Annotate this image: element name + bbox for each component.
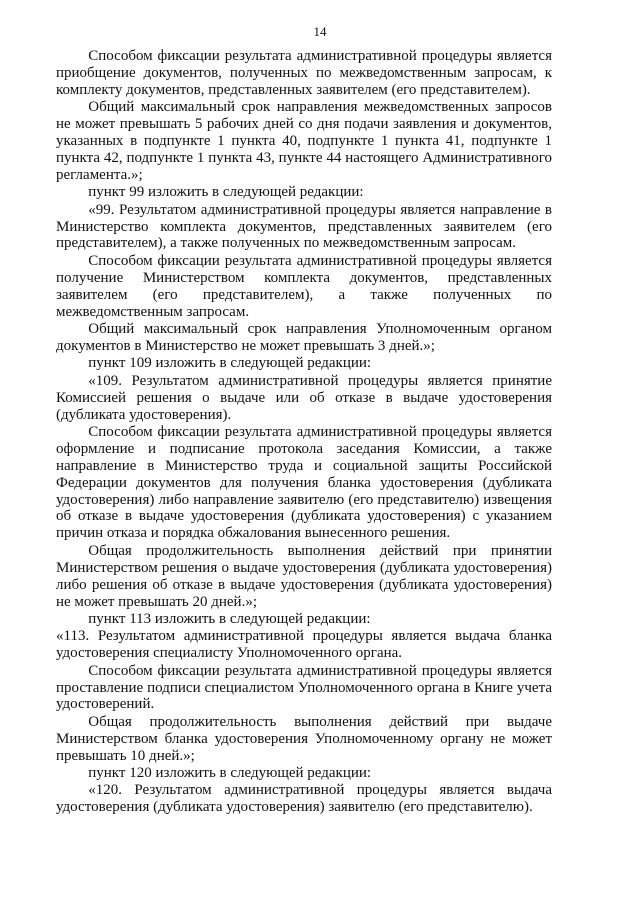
paragraph: Способом фиксации результата административной процедуры является проставление подписи специалистом Уполномоченного органа в Книге учета удостоверений.	[56, 662, 552, 713]
paragraph: пункт 99 изложить в следующей редакции:	[88, 184, 364, 201]
paragraph: «109. Результатом административной процедуры является принятие Комиссией решения о выдаче или об отказе в выдаче удостоверения (дубликата удостоверения).	[56, 372, 552, 423]
paragraph: пункт 109 изложить в следующей редакции:	[88, 355, 372, 372]
page-number: 14	[313, 24, 327, 39]
paragraph: Общий максимальный срок направления межведомственных запросов не может превышать 5 рабочих дней со дня подачи заявления и документов, указанных в подпункте 1 пункта 40, подпункте 1 пункта 41, подпункте 1 пункта 42, подпункте 1 пункта 43, пункте 44 настоящего Административного регламента.»;	[56, 99, 552, 183]
paragraph: пункт 120 изложить в следующей редакции:	[88, 765, 372, 782]
paragraph: Способом фиксации результата административной процедуры является приобщение документов, полученных по межведомственным запросам, к комплекту документов, представленных заявителем (его представителем).	[56, 48, 552, 98]
paragraph: «113. Результатом административной процедуры является выдача бланка удостоверения специалисту Уполномоченного органа.	[56, 628, 552, 662]
document-body	[56, 48, 552, 817]
paragraph: Способом фиксации результата административной процедуры является оформление и подписание протокола заседания Комиссии, а также направление в Министерство труда и социальной защиты Российской Федерации документов для получения бланка удостоверения (дубликата удостоверения) либо направление заявителю (его представителю) извещения об отказе в выдаче удостоверения (дубликата удостоверения) с указанием причин отказа и порядка обжалования вынесенного решения.	[56, 423, 552, 542]
paragraph: Способом фиксации результата административной процедуры является получение Министерством комплекта документов, представленных заявителем (его представителем), а также полученных по межведомственным запросам.	[56, 252, 552, 320]
paragraph: «120. Результатом административной процедуры является выдача удостоверения (дубликата удостоверения) заявителю (его представителю).	[56, 782, 552, 816]
paragraph: Общий максимальный срок направления Уполномоченным органом документов в Министерство не может превышать 3 дней.»;	[56, 321, 552, 354]
paragraph: Общая продолжительность выполнения действий при принятии Министерством решения о выдаче удостоверения (дубликата удостоверения) либо решения об отказе в выдаче удостоверения (дубликата удостоверения) не может превышать 20 дней.»;	[56, 542, 552, 610]
paragraph: «99. Результатом административной процедуры является направление в Министерство комплекта документов, представленных заявителем (его представителем), а также полученных по межведомственным запросам.	[56, 201, 552, 252]
paragraph: пункт 113 изложить в следующей редакции:	[88, 610, 371, 627]
paragraph: Общая продолжительность выполнения действий при выдаче Министерством бланка удостоверения Уполномоченному органу не может превышать 10 дней.»;	[56, 713, 552, 764]
